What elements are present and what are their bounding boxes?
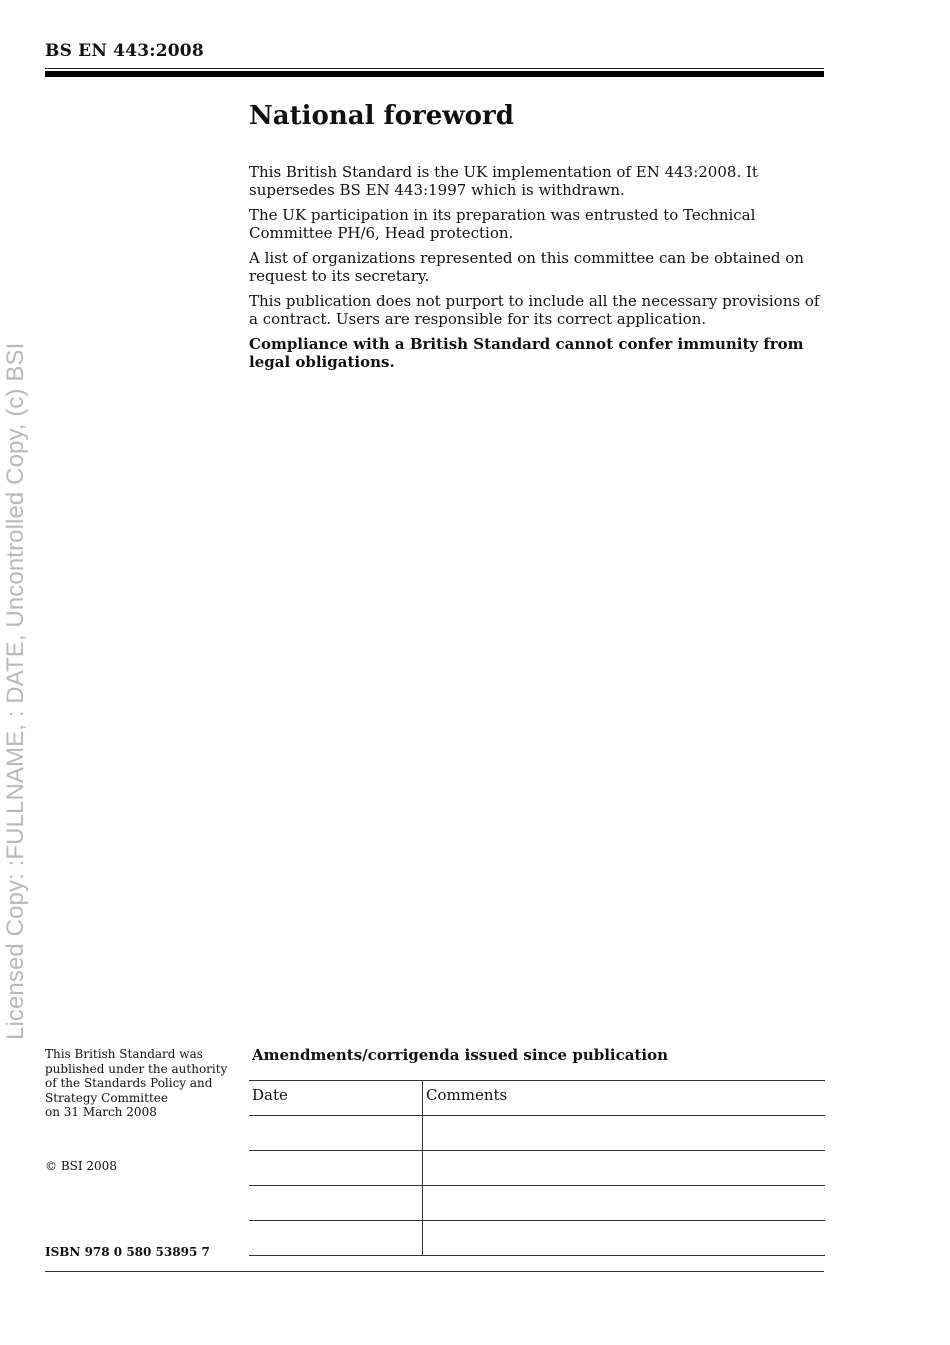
- date-cell: [249, 1221, 423, 1256]
- foreword-paragraph: A list of organizations represented on this committee can be obtained on request to its secretary.: [249, 249, 804, 285]
- copyright-notice: © BSI 2008: [45, 1159, 117, 1173]
- table-row: [249, 1186, 825, 1221]
- imprint-line: on 31 March 2008: [45, 1105, 157, 1119]
- page-title: National foreword: [249, 101, 514, 131]
- date-cell: [249, 1186, 423, 1221]
- table-row: [249, 1151, 825, 1186]
- table-row: [249, 1221, 825, 1256]
- comments-cell: [423, 1116, 826, 1151]
- footer-rule: [45, 1271, 824, 1272]
- table-row: [249, 1116, 825, 1151]
- license-watermark: Licensed Copy: :FULLNAME, : DATE, Uncontrolled Copy, (c) BSI: [2, 342, 29, 1040]
- foreword-body: [249, 164, 829, 379]
- table-header-row: [249, 1081, 825, 1116]
- date-cell: [249, 1151, 423, 1186]
- amendments-table: [249, 1080, 825, 1256]
- header-rule-thick: [45, 71, 824, 77]
- compliance-disclaimer: Compliance with a British Standard cannot confer immunity from legal obligations.: [249, 335, 804, 371]
- foreword-paragraph: This British Standard is the UK implementation of EN 443:2008. It supersedes BS EN 443:1997 which is withdrawn.: [249, 163, 758, 199]
- imprint-line: This British Standard was: [45, 1047, 203, 1061]
- amendments-heading: Amendments/corrigenda issued since publication: [252, 1046, 668, 1064]
- column-header-date: Date: [249, 1081, 423, 1116]
- publication-imprint: [45, 1047, 240, 1120]
- standard-number: BS EN 443:2008: [45, 41, 204, 61]
- imprint-line: published under the authority: [45, 1061, 228, 1076]
- isbn: ISBN 978 0 580 53895 7: [45, 1245, 210, 1259]
- imprint-line: of the Standards Policy and: [45, 1076, 213, 1090]
- foreword-paragraph: This publication does not purport to include all the necessary provisions of a contract. Users are responsible for its correct application.: [249, 292, 820, 328]
- comments-cell: [423, 1221, 826, 1256]
- foreword-paragraph: The UK participation in its preparation was entrusted to Technical Committee PH/6, Head protection.: [249, 206, 756, 242]
- imprint-line: Strategy Committee: [45, 1090, 168, 1105]
- column-header-comments: Comments: [423, 1081, 826, 1116]
- comments-cell: [423, 1151, 826, 1186]
- date-cell: [249, 1116, 423, 1151]
- comments-cell: [423, 1186, 826, 1221]
- header-rule-thin: [45, 68, 824, 69]
